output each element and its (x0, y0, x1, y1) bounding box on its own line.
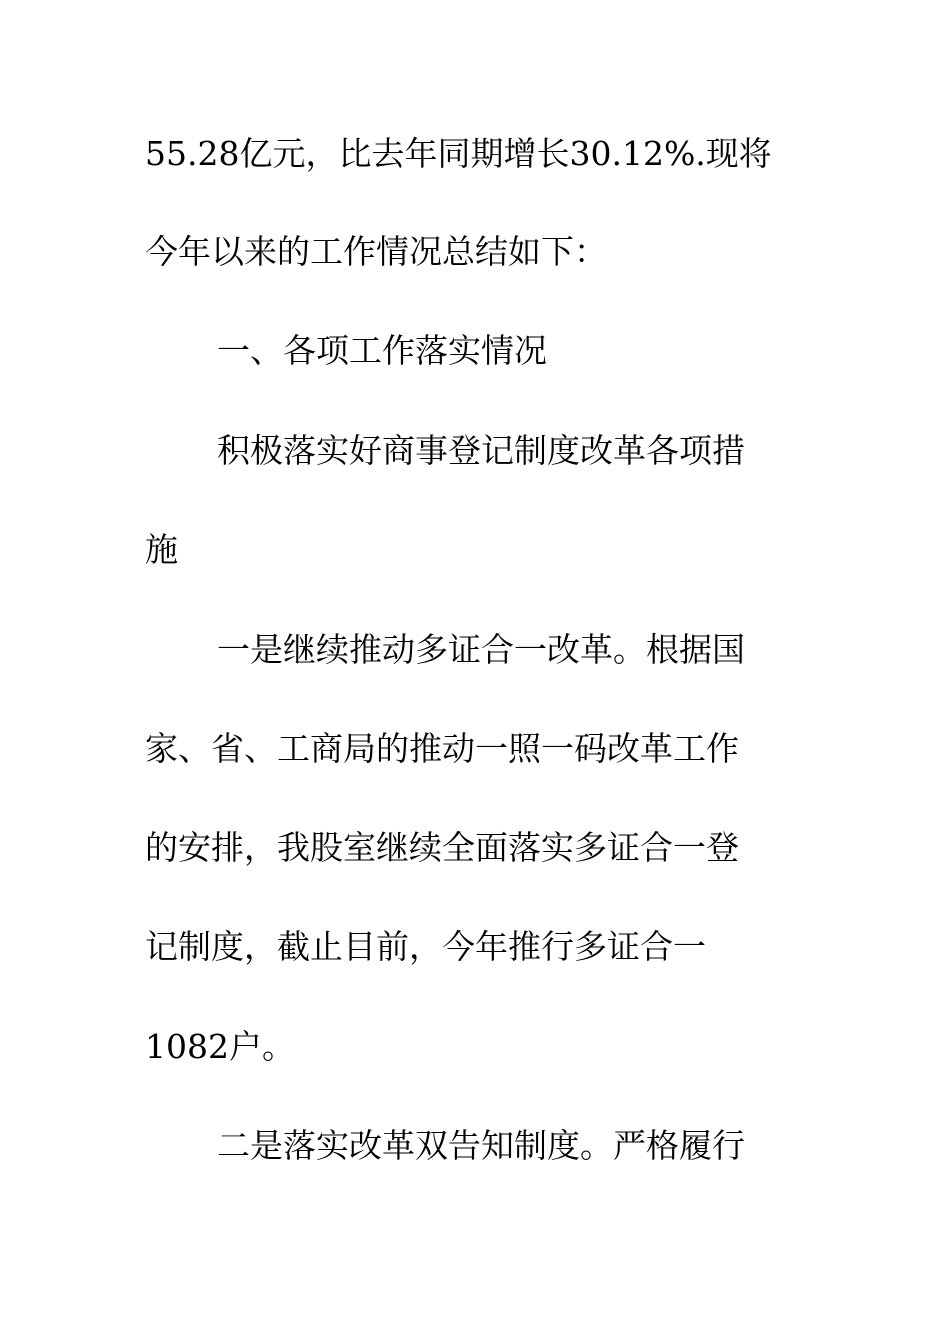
paragraph-line: 二是落实改革双告知制度。严格履行 (217, 1126, 745, 1165)
paragraph-line: 1082户。 (145, 1027, 295, 1066)
paragraph-line: 55.28亿元，比去年同期增长30.12%.现将 (145, 134, 772, 173)
paragraph-line: 一是继续推动多证合一改革。根据国 (217, 630, 745, 669)
paragraph-line: 今年以来的工作情况总结如下： (145, 232, 607, 271)
paragraph-line: 家、省、工商局的推动一照一码改革工作 (145, 729, 739, 768)
paragraph-line: 的安排，我股室继续全面落实多证合一登 (145, 828, 739, 867)
paragraph-line: 记制度，截止目前，今年推行多证合一 (145, 927, 706, 966)
section-heading: 一、各项工作落实情况 (217, 331, 547, 370)
paragraph-line: 施 (145, 530, 178, 569)
paragraph-line: 积极落实好商事登记制度改革各项措 (217, 431, 745, 470)
